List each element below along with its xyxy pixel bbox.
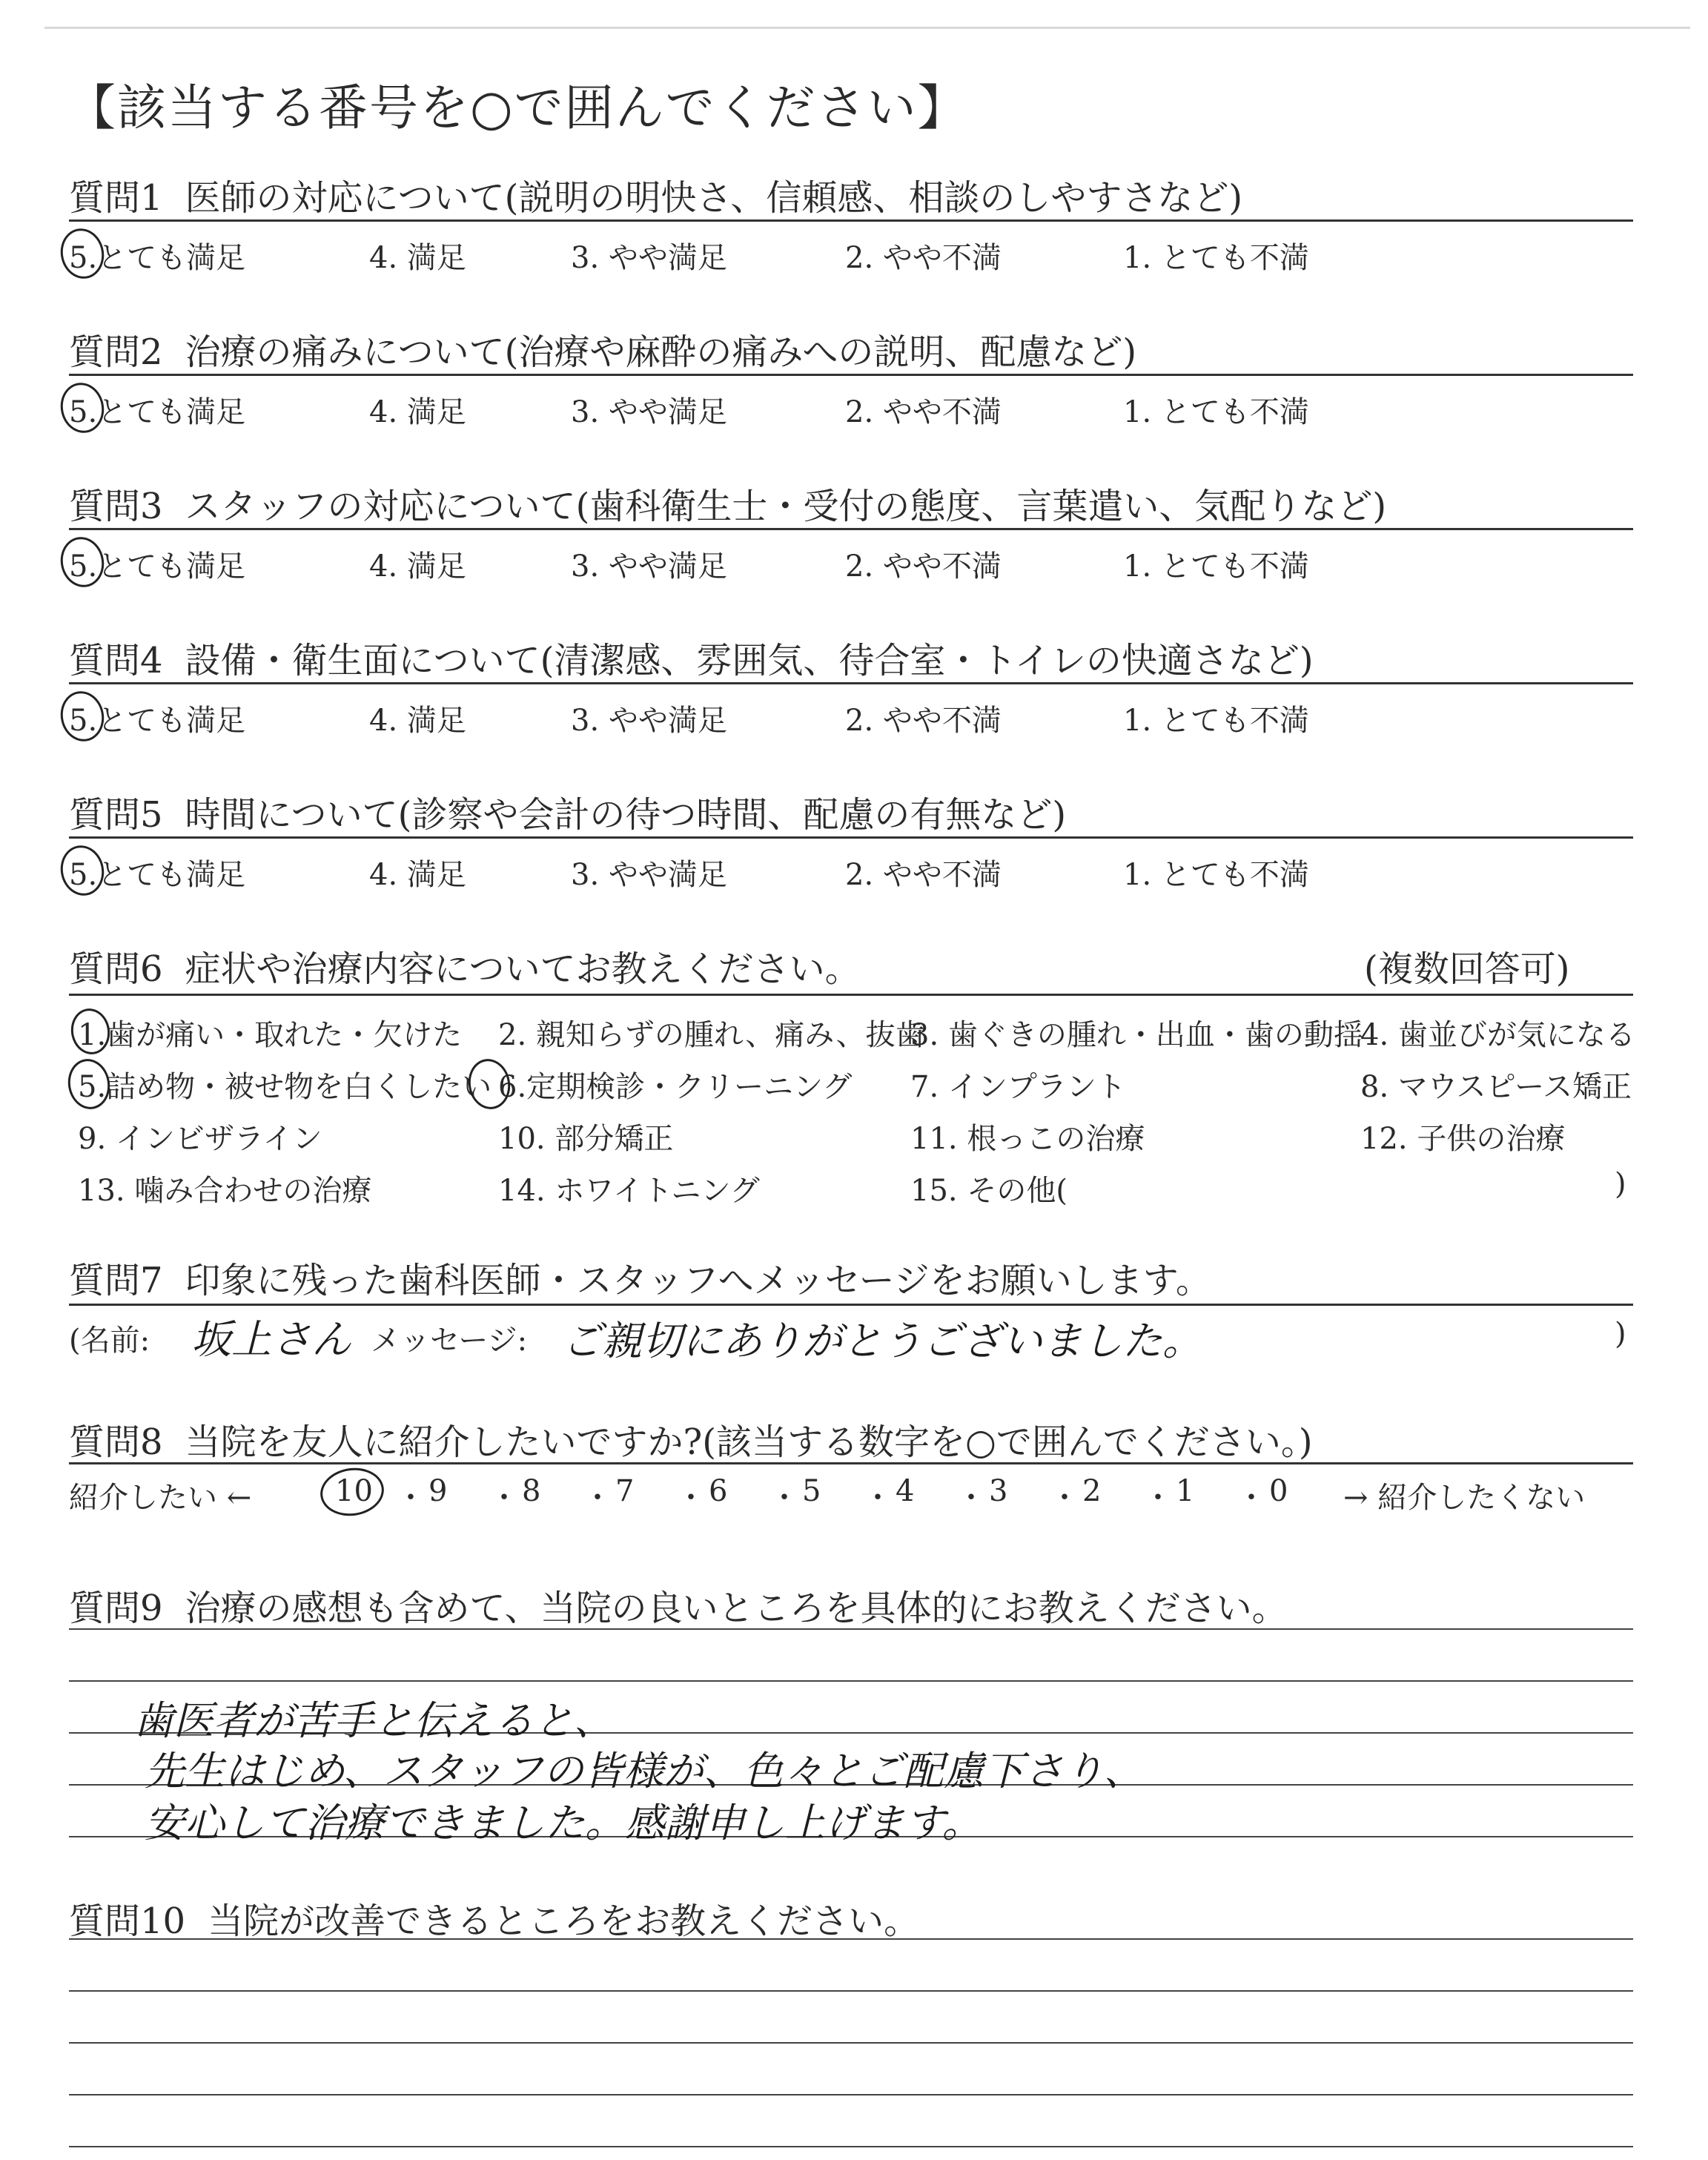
q8-scale-4: 4 — [896, 1474, 915, 1508]
q1-option-2: 2. やや不満 — [845, 241, 1002, 275]
q2-option-4: 4. 満足 — [369, 395, 466, 429]
q4-number: 質問4 — [69, 640, 163, 681]
q5-option-4: 4. 満足 — [369, 858, 466, 892]
q3-option-4: 4. 満足 — [369, 549, 466, 584]
q10-rule-5 — [69, 2146, 1633, 2147]
q6-option-5: 5.詰め物・被せ物を白くしたい — [78, 1070, 492, 1104]
top-border — [44, 27, 1690, 29]
q7-number: 質問7 — [69, 1260, 163, 1301]
q6-option-14: 14. ホワイトニング — [498, 1174, 760, 1208]
q8-scale-0: 0 — [1269, 1474, 1288, 1508]
q3-option-2: 2. やや不満 — [845, 549, 1002, 584]
q3-number: 質問3 — [69, 486, 163, 527]
q5-number: 質問5 — [69, 794, 163, 836]
q8-scale-separator: ・ — [769, 1481, 799, 1515]
q8-scale-5: 5 — [802, 1474, 821, 1508]
q10-title — [69, 1892, 919, 1943]
q1-option-3: 3. やや満足 — [571, 241, 727, 275]
q9-number: 質問9 — [69, 1588, 163, 1629]
q8-scale-separator: ・ — [956, 1481, 986, 1515]
q6-option-15: 15. その他( — [910, 1174, 1068, 1208]
q6-option-12: 12. 子供の治療 — [1360, 1122, 1566, 1156]
q6-rule — [69, 994, 1633, 996]
q7-name-handwritten: 坂上さん — [191, 1316, 351, 1363]
q6-option-9: 9. インビザライン — [78, 1122, 322, 1156]
q7-close-paren: ) — [1615, 1317, 1626, 1351]
q2-rule — [69, 374, 1633, 376]
q9-answer-line-3: 安心して治療できました。感謝申し上げます。 — [145, 1800, 982, 1846]
q3-title — [69, 478, 1386, 529]
q8-scale-separator: ・ — [583, 1481, 612, 1515]
q8-scale-separator: ・ — [1237, 1481, 1266, 1515]
q1-option-4: 4. 満足 — [369, 241, 466, 275]
q9-answer-line-2: 先生はじめ、スタッフの皆様が、色々とご配慮下さり、 — [145, 1748, 1144, 1794]
q2-option-2: 2. やや不満 — [845, 395, 1002, 429]
q3-rule — [69, 528, 1633, 530]
q6-text: 症状や治療内容についてお教えください。 — [185, 948, 861, 990]
q1-option-1: 1. とても不満 — [1123, 241, 1309, 275]
q5-option-2: 2. やや不満 — [845, 858, 1002, 892]
q7-title — [69, 1252, 1211, 1303]
q1-title — [69, 169, 1242, 220]
q5-option-3: 3. やや満足 — [571, 858, 727, 892]
q8-number: 質問8 — [69, 1421, 163, 1463]
q10-rule-2 — [69, 1990, 1633, 1992]
q6-option-4: 4. 歯並びが気になる — [1360, 1018, 1635, 1052]
q9-answer-line-1: 歯医者が苦手と伝えると、 — [133, 1697, 614, 1744]
q8-scale-6: 6 — [709, 1474, 728, 1508]
q2-text: 治療の痛みについて(治療や麻酔の痛みへの説明、配慮など) — [185, 331, 1137, 373]
q8-scale-9: 9 — [428, 1474, 448, 1508]
q1-text: 医師の対応について(説明の明快さ、信頼感、相談のしやすさなど) — [185, 177, 1243, 219]
q2-title — [69, 323, 1136, 374]
q6-option-1: 1.歯が痛い・取れた・欠けた — [78, 1018, 463, 1052]
q1-rule — [69, 219, 1633, 222]
q7-message-label: メッセージ: — [371, 1324, 528, 1358]
q2-option-1: 1. とても不満 — [1123, 395, 1309, 429]
q8-scale-separator: ・ — [676, 1481, 706, 1515]
q4-option-3: 3. やや満足 — [571, 704, 727, 738]
q8-scale-10: 10 — [335, 1474, 373, 1508]
q6-option-6: 6.定期検診・クリーニング — [498, 1070, 853, 1104]
q8-scale-separator: ・ — [1143, 1481, 1173, 1515]
q9-rule-2 — [69, 1680, 1633, 1682]
q10-text: 当院が改善できるところをお教えください。 — [208, 1900, 920, 1942]
q4-option-2: 2. やや不満 — [845, 704, 1002, 738]
q8-text: 当院を友人に紹介したいですか?(該当する数字を○で囲んでください。) — [185, 1421, 1313, 1463]
q5-text: 時間について(診察や会計の待つ時間、配慮の有無など) — [185, 794, 1067, 836]
q3-option-1: 1. とても不満 — [1123, 549, 1309, 584]
q8-scale-separator: ・ — [489, 1481, 519, 1515]
q9-rule-1 — [69, 1628, 1633, 1630]
q5-option-5: 5.とても満足 — [69, 858, 246, 892]
q2-option-5: 5.とても満足 — [69, 395, 246, 429]
q8-right-label: → 紹介したくない — [1343, 1481, 1586, 1515]
q5-option-1: 1. とても不満 — [1123, 858, 1309, 892]
q8-scale-2: 2 — [1082, 1474, 1102, 1508]
q2-option-3: 3. やや満足 — [571, 395, 727, 429]
q4-option-5: 5.とても満足 — [69, 704, 246, 738]
q6-option-11: 11. 根っこの治療 — [910, 1122, 1145, 1156]
instruction-header: 【該当する番号を○で囲んでください】 — [67, 79, 968, 136]
q6-number: 質問6 — [69, 948, 163, 990]
q3-option-3: 3. やや満足 — [571, 549, 727, 584]
q6-option-3: 3. 歯ぐきの腫れ・出血・歯の動揺 — [910, 1018, 1363, 1052]
q1-option-5: 5.とても満足 — [69, 241, 246, 275]
q2-number: 質問2 — [69, 331, 163, 373]
q8-rule — [69, 1462, 1633, 1464]
q5-title — [69, 786, 1066, 837]
q7-rule — [69, 1304, 1633, 1306]
q6-title — [69, 940, 861, 991]
q8-scale-separator: ・ — [863, 1481, 893, 1515]
q1-number: 質問1 — [69, 177, 163, 219]
q8-scale-8: 8 — [522, 1474, 541, 1508]
q9-text: 治療の感想も含めて、当院の良いところを具体的にお教えください。 — [185, 1588, 1288, 1629]
q8-scale-7: 7 — [615, 1474, 635, 1508]
q4-text: 設備・衛生面について(清潔感、雰囲気、待合室・トイレの快適さなど) — [185, 640, 1314, 681]
q8-scale-separator: ・ — [1050, 1481, 1079, 1515]
q3-text: スタッフの対応について(歯科衛生士・受付の態度、言葉遣い、気配りなど) — [185, 486, 1387, 527]
q7-text: 印象に残った歯科医師・スタッフへメッセージをお願いします。 — [185, 1260, 1211, 1301]
q7-name-label: (名前: — [69, 1324, 150, 1358]
q6-option-8: 8. マウスピース矯正 — [1360, 1070, 1632, 1104]
q4-option-4: 4. 満足 — [369, 704, 466, 738]
q6-option-2: 2. 親知らずの腫れ、痛み、抜歯 — [498, 1018, 925, 1052]
q7-message-handwritten: ご親切にありがとうございました。 — [562, 1318, 1202, 1364]
q6-option-10: 10. 部分矯正 — [498, 1122, 674, 1156]
q9-title — [69, 1579, 1288, 1631]
q3-option-5: 5.とても満足 — [69, 549, 246, 584]
q8-scale-separator: ・ — [396, 1481, 426, 1515]
q10-number: 質問10 — [69, 1900, 186, 1942]
q4-option-1: 1. とても不満 — [1123, 704, 1309, 738]
q10-rule-3 — [69, 2042, 1633, 2044]
q5-rule — [69, 836, 1633, 839]
q4-rule — [69, 682, 1633, 684]
q6-option-13: 13. 噛み合わせの治療 — [78, 1174, 372, 1208]
q10-rule-1 — [69, 1938, 1633, 1940]
q6-option-16: ) — [1615, 1167, 1626, 1201]
q8-title — [69, 1413, 1313, 1464]
q4-title — [69, 632, 1314, 683]
q6-note: (複数回答可) — [1364, 948, 1570, 990]
q8-scale-1: 1 — [1176, 1474, 1195, 1508]
q8-scale-3: 3 — [989, 1474, 1008, 1508]
q10-rule-4 — [69, 2094, 1633, 2095]
q8-left-label: 紹介したい ← — [69, 1481, 252, 1515]
q6-option-7: 7. インプラント — [910, 1070, 1126, 1104]
